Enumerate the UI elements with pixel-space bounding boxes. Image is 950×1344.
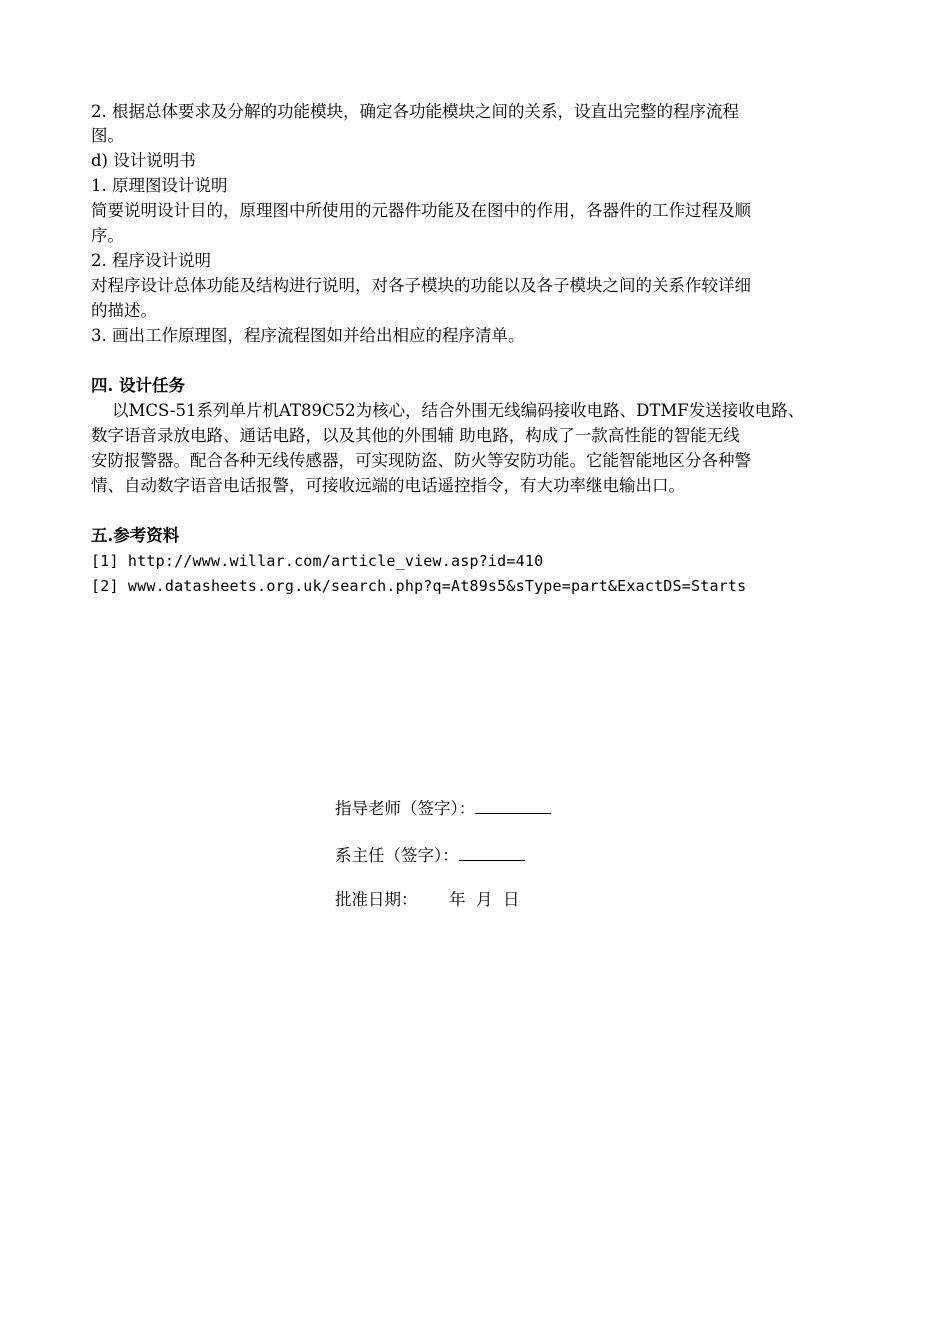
advisor-signature-row xyxy=(335,797,551,821)
d2-body-line1: 对程序设计总体功能及结构进行说明，对各子模块的功能以及各子模块之间的关系作较详细 xyxy=(91,276,751,295)
reference-2[interactable]: [2] www.datasheets.org.uk/search.php?q=At89s5&sType=part&ExactDS=Starts xyxy=(91,577,747,595)
d2-body-line2: 的描述。 xyxy=(91,301,157,320)
section4-line4: 情、自动数字语音电话报警，可接收远端的电话遥控指令，有大功率继电输出口。 xyxy=(91,476,685,495)
section4-heading: 四. 设计任务 xyxy=(91,376,185,395)
director-signature-row xyxy=(335,844,525,868)
d3-line: 3. 画出工作原理图，程序流程图如并给出相应的程序清单。 xyxy=(91,326,525,345)
section4-line3: 安防报警器。配合各种无线传感器，可实现防盗、防火等安防功能。它能智能地区分各种警 xyxy=(91,451,751,470)
director-signature-label: 系主任（签字）： xyxy=(335,846,459,865)
reference-1[interactable]: [1] http://www.willar.com/article_view.asp?id=410 xyxy=(91,552,544,570)
item2-line1: 2. 根据总体要求及分解的功能模块，确定各功能模块之间的关系，设直出完整的程序流程 xyxy=(91,102,739,121)
advisor-signature-label: 指导老师（签字）： xyxy=(335,799,476,818)
sub-heading-d: d) 设计说明书 xyxy=(91,151,196,170)
d1-body-line1: 简要说明设计目的，原理图中所使用的元器件功能及在图中的作用，各器件的工作过程及顺 xyxy=(91,201,751,220)
d1-body-line2: 序。 xyxy=(91,226,124,245)
d2-title: 2. 程序设计说明 xyxy=(91,251,211,270)
advisor-signature-line xyxy=(475,797,551,814)
section4-line1: 以MCS-51系列单片机AT89C52为核心，结合外围无线编码接收电路、DTMF发送接收电路、 xyxy=(91,401,805,420)
director-signature-line xyxy=(459,844,525,861)
approval-date: 批准日期： 年 月 日 xyxy=(335,890,520,909)
section5-heading: 五.参考资料 xyxy=(91,526,180,545)
section4-line2: 数字语音录放电路、通话电路，以及其他的外围辅 助电路，构成了一款高性能的智能无线 xyxy=(91,426,740,445)
item2-line2: 图。 xyxy=(91,126,124,145)
d1-title: 1. 原理图设计说明 xyxy=(91,176,228,195)
